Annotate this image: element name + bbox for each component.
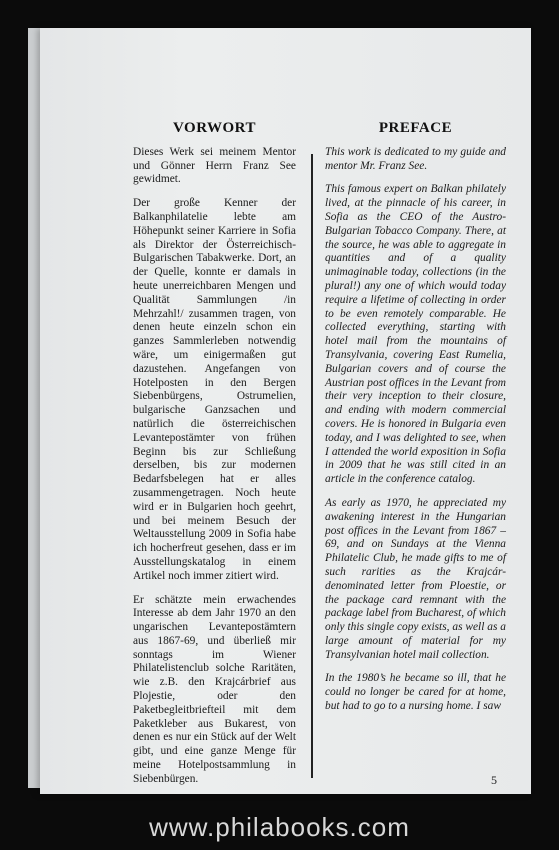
preface-paragraph: This work is dedicated to my guide and mentor Mr. Franz See. [325,145,506,172]
preface-heading: PREFACE [378,120,453,136]
page-number: 5 [491,773,497,787]
book-page [40,28,531,794]
watermark-url: www.philabooks.com [149,812,410,842]
preface-paragraph: This famous expert on Balkan philately lived, at the pinnacle of his career, in Sofia as the CEO of the Austro-Bulgarian Tobacco Company. There, at the source, he was able to aggregate in quantities and of a quality unimaginable today, collections (in the plural!) any one of which would today require a lifetime of collecting in order to be even remotely comparable. He collected everything, starting with hotel mail from the mountains of Transylvania, covering East Rumelia, Bulgarian covers and of course the Austrian post offices in the Levant from their very inception to their closure, and ending with modern commercial covers. He is honored in Bulgaria even today, and I was delighted to see, when I attended the world exposition in Sofia in 2009 that he was still cited in an article in the conference catalog. [325,183,506,486]
vorwort-heading: VORWORT [173,120,256,136]
vorwort-paragraph: Er schätzte mein erwachendes Interesse ab dem Jahr 1970 an den ungarischen Levantepostämtern aus 1867-69, und überließ mir sonntags im Wiener Philatelistenclub solche Raritäten, wie z.B. den Krajcárbrief aus Plojestie, oder den Paketbegleitbriefteil mit dem Paketkleber aus Bukarest, von denen es nur ein Stück auf der Welt gibt, und eine ganze Menge für meine Hotelpostsammlung in Siebenbürgen. [133,593,296,785]
column-divider [311,154,313,778]
vorwort-paragraph: Der große Kenner der Balkanphilatelie lebte am Höhepunkt seiner Karriere in Sofia als Direktor der Österreichisch-Bulgarischen Tabakwerke. Dort, an der Quelle, konnte er damals in heute unerreichbaren Mengen und Qualität Sammlungen /in Mehrzahl!/ zusammen tragen, von denen heute einzeln schon ein ganzes Sammlerleben notwendig wäre, um einigermaßen gut dazustehen. Angefangen von Hotelposten in den Bergen Siebenbürgens, Ostrumelien, bulgarische Ganzsachen und natürlich die österreichischen Levantepostämter von frühen Beginn bis zur Schließung derselben, bis zur modernen Bedarfsbelegen hat er alles zusammengetragen. Noch heute wird er in Bulgarien hoch geehrt, und bei meinem Besuch der Weltausstellung 2009 in Sofia habe ich hocherfreut gesehen, dass er im Ausstellungskatalog in einem Artikel noch immer zitiert wird. [133,197,296,582]
vorwort-paragraph: Dieses Werk sei meinem Mentor und Gönner Herrn Franz See gewidmet. [133,145,296,186]
preface-paragraph: In the 1980’s he became so ill, that he could no longer be cared for at home, but had to go to a nursing home. I saw [325,672,506,713]
preface-paragraph: As early as 1970, he appreciated my awakening interest in the Hungarian post offices in the Levant from 1867 – 69, and on Sundays at the Vienna Philatelic Club, he made gifts to me of such rarities as the Krajcár-denominated letter from Ploestie, or the package card remnant with the package label from Bucharest, of which only this single copy exists, as well as a large amount of material for my Transylvanian hotel mail collection. [325,496,506,661]
vorwort-column [133,122,296,794]
preface-column [325,122,506,724]
